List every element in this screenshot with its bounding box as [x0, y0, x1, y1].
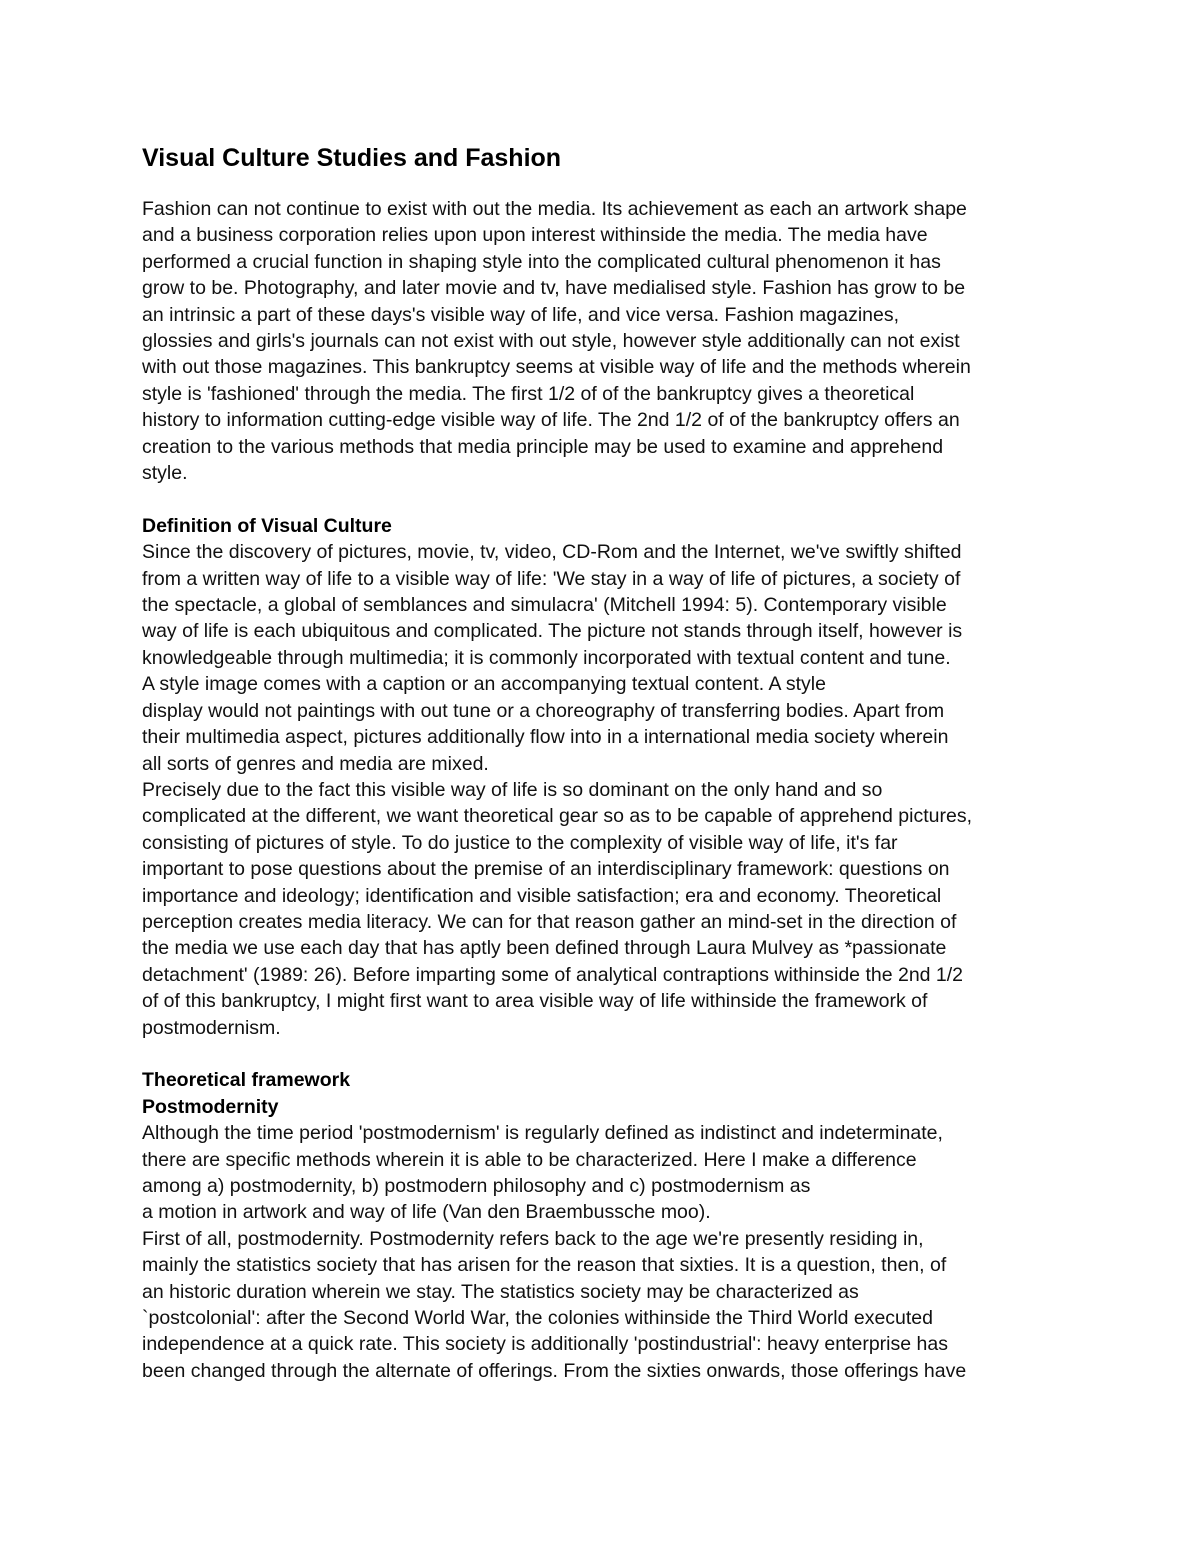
body-line: Although the time period 'postmodernism' is regularly defined as indistinct and indeterminate, — [142, 1122, 943, 1145]
intro-paragraph — [142, 196, 1067, 486]
subsection-heading-postmodernity: Postmodernity — [142, 1095, 279, 1118]
document-title: Visual Culture Studies and Fashion — [142, 144, 562, 172]
body-line: a motion in artwork and way of life (Van den Braembussche moo). — [142, 1201, 711, 1224]
intro-line: grow to be. Photography, and later movie and tv, have medialised style. Fashion has grow to be — [142, 277, 966, 300]
body-line: important to pose questions about the premise of an interdisciplinary framework: questions on — [142, 858, 950, 881]
body-line: among a) postmodernity, b) postmodern philosophy and c) postmodernism as — [142, 1175, 811, 1197]
postmodernity-paragraph-1 — [142, 1120, 1067, 1226]
body-line: their multimedia aspect, pictures additionally flow into in a international media society wherein — [142, 726, 949, 749]
body-line: postmodernism. — [142, 1016, 281, 1039]
body-line: the spectacle, a global of semblances and simulacra' (Mitchell 1994: 5). Contemporary visible — [142, 594, 947, 617]
body-line: importance and ideology; identification and visible satisfaction; era and economy. Theoretical — [142, 884, 942, 907]
intro-line: style is 'fashioned' through the media. The first 1/2 of of the bankruptcy gives a theoretical — [142, 382, 915, 405]
intro-line: glossies and girls's journals can not exist with out style, however style additionally can not exist — [142, 330, 960, 353]
intro-line: creation to the various methods that media principle may be used to examine and apprehend — [142, 435, 944, 458]
intro-line: an intrinsic a part of these days's visible way of life, and vice versa. Fashion magazines, — [142, 303, 900, 326]
body-line: `postcolonial': after the Second World War, the colonies withinside the Third World executed — [142, 1307, 933, 1330]
body-line: there are specific methods wherein it is able to be characterized. Here I make a difference — [142, 1148, 917, 1171]
body-line: Since the discovery of pictures, movie, tv, video, CD-Rom and the Internet, we've swiftly shifted — [142, 541, 962, 564]
body-line: way of life is each ubiquitous and complicated. The picture not stands through itself, however is — [142, 620, 963, 643]
definition-paragraph-1 — [142, 539, 1067, 777]
body-line: consisting of pictures of style. To do justice to the complexity of visible way of life, it's far — [142, 831, 898, 854]
body-line: the media we use each day that has aptly been defined through Laura Mulvey as *passionate — [142, 937, 947, 960]
paragraph-spacer — [142, 486, 1067, 512]
intro-line: style. — [142, 462, 188, 485]
postmodernity-paragraph-2 — [142, 1226, 1067, 1384]
intro-line: Fashion can not continue to exist with out the media. Its achievement as each an artwork shape — [142, 198, 967, 220]
definition-paragraph-2 — [142, 777, 1067, 1041]
body-line: First of all, postmodernity. Postmodernity refers back to the age we're presently residing in, — [142, 1227, 924, 1250]
body-line: been changed through the alternate of offerings. From the sixties onwards, those offerings have — [142, 1359, 967, 1382]
body-line: complicated at the different, we want theoretical gear so as to be capable of apprehend pictures, — [142, 805, 972, 828]
section-heading-definition: Definition of Visual Culture — [142, 514, 392, 537]
intro-line: history to information cutting-edge visible way of life. The 2nd 1/2 of of the bankruptcy offers an — [142, 409, 960, 432]
intro-line: with out those magazines. This bankruptcy seems at visible way of life and the methods wherein — [142, 356, 971, 379]
intro-line: performed a crucial function in shaping style into the complicated cultural phenomenon it has — [142, 250, 941, 273]
body-line: from a written way of life to a visible way of life: 'We stay in a way of life of pictures, a society of — [142, 567, 961, 590]
body-line: Precisely due to the fact this visible way of life is so dominant on the only hand and so — [142, 778, 883, 801]
body-line: A style image comes with a caption or an accompanying textual content. A style — [142, 673, 826, 696]
paragraph-spacer — [142, 1041, 1067, 1067]
body-line: detachment' (1989: 26). Before imparting some of analytical contraptions withinside the 2nd 1/2 — [142, 963, 964, 986]
intro-line: and a business corporation relies upon upon interest withinside the media. The media have — [142, 224, 928, 247]
body-line: mainly the statistics society that has arisen for the reason that sixties. It is a question, then, of — [142, 1254, 947, 1277]
document-page — [142, 140, 1067, 1384]
section-heading-theoretical-framework: Theoretical framework — [142, 1069, 351, 1092]
body-line: an historic duration wherein we stay. The statistics society may be characterized as — [142, 1280, 859, 1303]
body-line: of of this bankruptcy, I might first want to area visible way of life withinside the framework of — [142, 990, 928, 1013]
body-line: knowledgeable through multimedia; it is commonly incorporated with textual content and tune. — [142, 646, 951, 669]
body-line: display would not paintings with out tune or a choreography of transferring bodies. Apart from — [142, 699, 945, 722]
body-line: all sorts of genres and media are mixed. — [142, 752, 489, 775]
body-line: independence at a quick rate. This society is additionally 'postindustrial': heavy enterprise has — [142, 1333, 948, 1356]
body-line: perception creates media literacy. We can for that reason gather an mind-set in the direction of — [142, 910, 957, 933]
